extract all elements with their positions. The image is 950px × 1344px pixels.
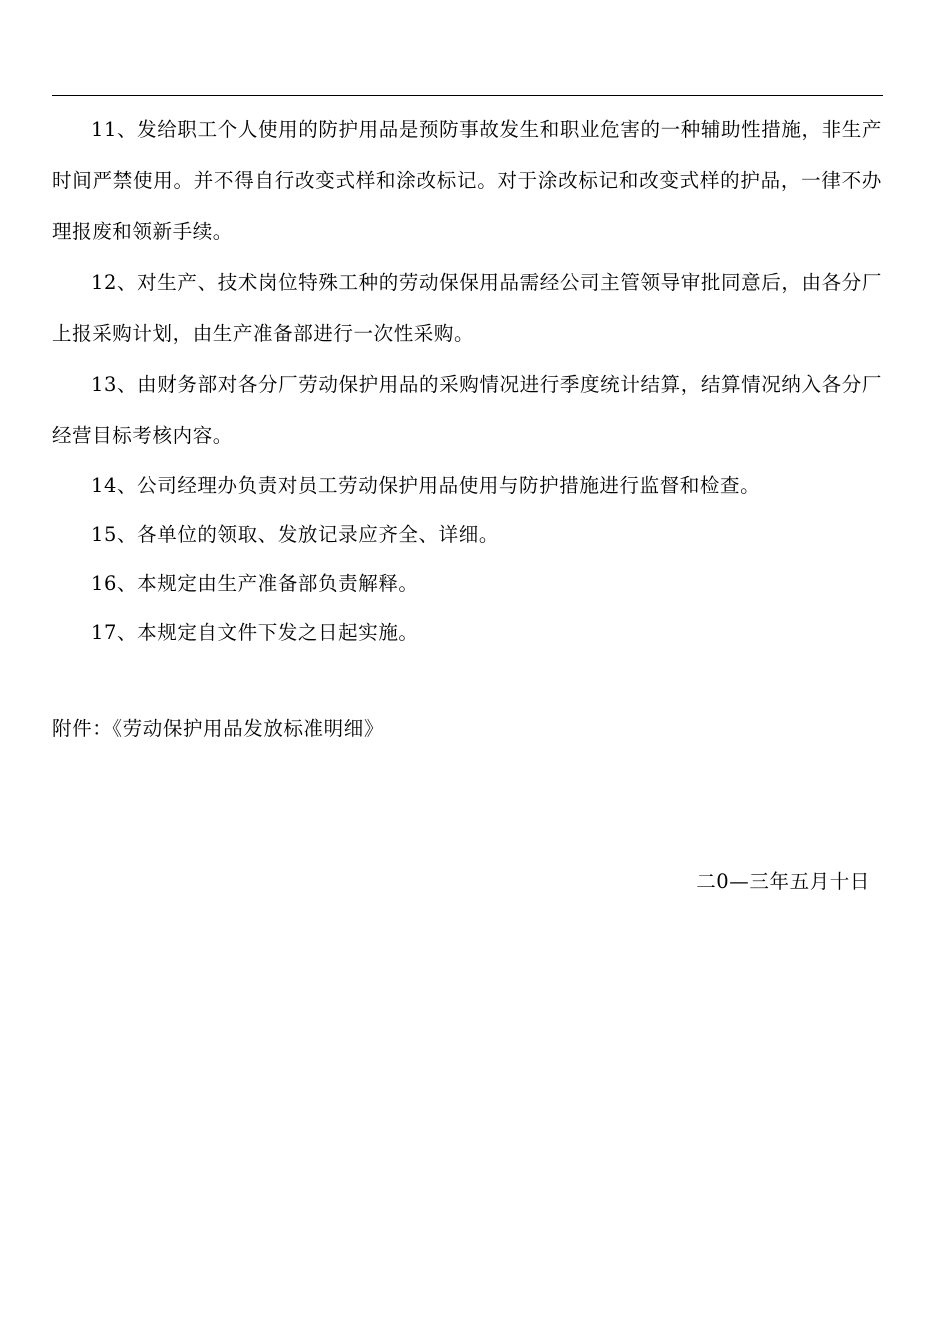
paragraph-15: 15、各单位的领取、发放记录应齐全、详细。 — [91, 523, 499, 546]
paragraph-11: 11、发给职工个人使用的防护用品是预防事故发生和职业危害的一种辅助性措施，非生产时间严禁使用。并不得自行改变式样和涂改标记。对于涂改标记和改变式样的护品，一律不办理报废和领新手续。 — [52, 118, 882, 243]
paragraph-14: 14、公司经理办负责对员工劳动保护用品使用与防护措施进行监督和检查。 — [91, 474, 761, 497]
paragraph-12: 12、对生产、技术岗位特殊工种的劳动保保用品需经公司主管领导审批同意后，由各分厂上报采购计划，由生产准备部进行一次性采购。 — [52, 271, 882, 345]
paragraph-13: 13、由财务部对各分厂劳动保护用品的采购情况进行季度统计结算，结算情况纳入各分厂经营目标考核内容。 — [52, 373, 882, 447]
document-body — [52, 104, 882, 657]
paragraph-17: 17、本规定自文件下发之日起实施。 — [91, 621, 419, 644]
document-date: 二0—三年五月十日 — [696, 870, 870, 893]
paragraph-16: 16、本规定由生产准备部负责解释。 — [91, 572, 419, 595]
header-rule — [52, 95, 883, 96]
attachment-note: 附件：《劳动保护用品发放标准明细》 — [52, 717, 384, 740]
